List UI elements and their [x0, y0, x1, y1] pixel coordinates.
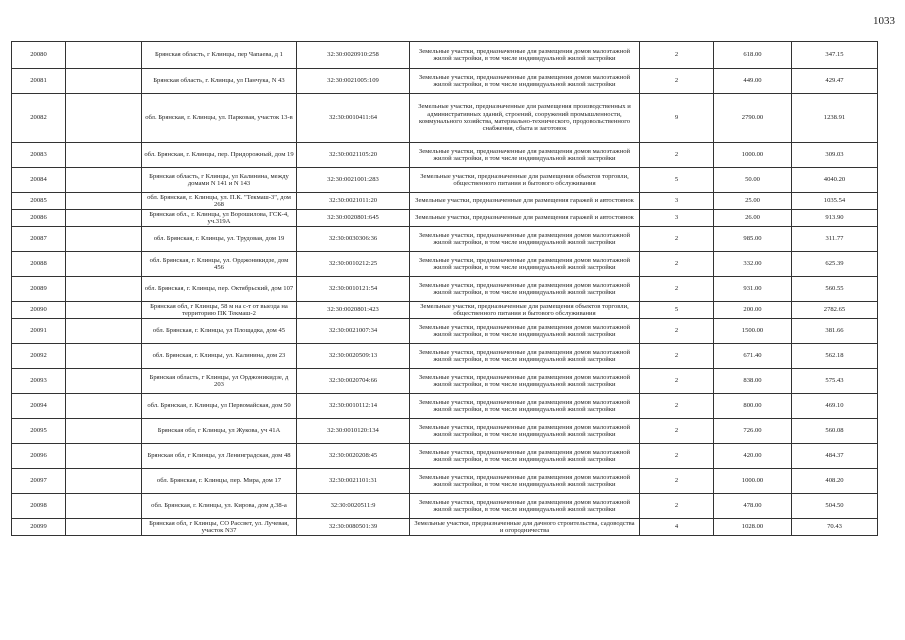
row-number: 20082	[12, 94, 66, 143]
group-cell: 2	[640, 277, 714, 302]
row-number: 20087	[12, 227, 66, 252]
rate-cell: 429.47	[792, 69, 878, 94]
address-cell: Брянская обл, г Клинцы, СО Рассвет, ул. Лучевая, участок N37	[142, 519, 297, 536]
blank-cell	[66, 193, 142, 210]
blank-cell	[66, 143, 142, 168]
rate-cell: 381.66	[792, 319, 878, 344]
group-cell: 2	[640, 419, 714, 444]
rate-cell: 560.55	[792, 277, 878, 302]
land-use-cell: Земельные участки, предназначенные для размещения домов малоэтажной жилой застройки, в том числе индивидуальной жилой застройки	[410, 252, 640, 277]
blank-cell	[66, 394, 142, 419]
group-cell: 2	[640, 494, 714, 519]
group-cell: 2	[640, 469, 714, 494]
table-row	[12, 143, 878, 168]
area-cell: 449.00	[714, 69, 792, 94]
rate-cell: 408.20	[792, 469, 878, 494]
address-cell: обл. Брянская, г. Клинцы, ул. Кирова, дом д.38-а	[142, 494, 297, 519]
cadastral-number-cell: 32:30:0020511:9	[297, 494, 410, 519]
blank-cell	[66, 519, 142, 536]
blank-cell	[66, 168, 142, 193]
group-cell: 2	[640, 227, 714, 252]
row-number: 20086	[12, 210, 66, 227]
area-cell: 1000.00	[714, 143, 792, 168]
group-cell: 2	[640, 444, 714, 469]
table-row	[12, 469, 878, 494]
area-cell: 985.00	[714, 227, 792, 252]
cadastral-number-cell: 32:30:0021011:20	[297, 193, 410, 210]
blank-cell	[66, 444, 142, 469]
table-row	[12, 319, 878, 344]
land-use-cell: Земельные участки, предназначенные для размещения объектов торговли, общественного питания и бытового обслуживания	[410, 302, 640, 319]
cadastral-number-cell: 32:30:0010212:25	[297, 252, 410, 277]
blank-cell	[66, 494, 142, 519]
row-number: 20085	[12, 193, 66, 210]
rate-cell: 309.03	[792, 143, 878, 168]
table-row	[12, 444, 878, 469]
table-row	[12, 227, 878, 252]
cadastral-number-cell: 32:30:0021001:283	[297, 168, 410, 193]
group-cell: 2	[640, 369, 714, 394]
land-use-cell: Земельные участки, предназначенные для размещения домов малоэтажной жилой застройки, в том числе индивидуальной жилой застройки	[410, 369, 640, 394]
table-row	[12, 419, 878, 444]
group-cell: 3	[640, 193, 714, 210]
area-cell: 838.00	[714, 369, 792, 394]
cadastral-number-cell: 32:30:0021105:20	[297, 143, 410, 168]
cadastral-number-cell: 32:30:0020801:645	[297, 210, 410, 227]
rate-cell: 469.10	[792, 394, 878, 419]
group-cell: 2	[640, 42, 714, 69]
cadastral-number-cell: 32:30:0020801:423	[297, 302, 410, 319]
land-use-cell: Земельные участки, предназначенные для размещения домов малоэтажной жилой застройки, в том числе индивидуальной жилой застройки	[410, 143, 640, 168]
area-cell: 420.00	[714, 444, 792, 469]
row-number: 20088	[12, 252, 66, 277]
address-cell: обл. Брянская, г. Клинцы, ул Первомайская, дом 50	[142, 394, 297, 419]
rate-cell: 4040.20	[792, 168, 878, 193]
row-number: 20091	[12, 319, 66, 344]
area-cell: 931.00	[714, 277, 792, 302]
area-cell: 50.00	[714, 168, 792, 193]
row-number: 20098	[12, 494, 66, 519]
row-number: 20093	[12, 369, 66, 394]
area-cell: 26.00	[714, 210, 792, 227]
rate-cell: 560.08	[792, 419, 878, 444]
group-cell: 9	[640, 94, 714, 143]
land-use-cell: Земельные участки, предназначенные для размещения производственных и административных зданий, строений, сооружений промышленности, коммунального хозяйства, материально-технического, продовольственного снабжения, сбыта и заготовок	[410, 94, 640, 143]
land-use-cell: Земельные участки, предназначенные для размещения домов малоэтажной жилой застройки, в том числе индивидуальной жилой застройки	[410, 444, 640, 469]
table-row	[12, 168, 878, 193]
table-row	[12, 277, 878, 302]
blank-cell	[66, 319, 142, 344]
row-number: 20095	[12, 419, 66, 444]
address-cell: Брянская обл., г. Клинцы, ул Ворошилова, ГСК-4, уч.319А	[142, 210, 297, 227]
group-cell: 3	[640, 210, 714, 227]
blank-cell	[66, 210, 142, 227]
land-use-cell: Земельные участки, предназначенные для размещения домов малоэтажной жилой застройки, в том числе индивидуальной жилой застройки	[410, 277, 640, 302]
address-cell: Брянская область, г Клинцы, ул Орджоникидзе, д 203	[142, 369, 297, 394]
address-cell: Брянская обл, г Клинцы, ул Жукова, уч 41А	[142, 419, 297, 444]
group-cell: 2	[640, 69, 714, 94]
area-cell: 200.00	[714, 302, 792, 319]
group-cell: 2	[640, 394, 714, 419]
blank-cell	[66, 69, 142, 94]
table-row	[12, 394, 878, 419]
rate-cell: 2782.65	[792, 302, 878, 319]
address-cell: обл. Брянская, г. Клинцы, ул. Трудовая, дом 19	[142, 227, 297, 252]
area-cell: 1028.00	[714, 519, 792, 536]
cadastral-number-cell: 32:30:0010112:14	[297, 394, 410, 419]
registry-rows	[12, 42, 878, 536]
address-cell: обл. Брянская, г. Клинцы, пер. Октябрьский, дом 107	[142, 277, 297, 302]
address-cell: Брянская обл, г Клинцы, ул Ленинградская, дом 48	[142, 444, 297, 469]
row-number: 20084	[12, 168, 66, 193]
table-row	[12, 94, 878, 143]
area-cell: 726.00	[714, 419, 792, 444]
table-row	[12, 494, 878, 519]
blank-cell	[66, 344, 142, 369]
blank-cell	[66, 419, 142, 444]
area-cell: 1500.00	[714, 319, 792, 344]
table-row	[12, 302, 878, 319]
table-row	[12, 252, 878, 277]
group-cell: 2	[640, 143, 714, 168]
address-cell: Брянская область, г Клинцы, ул Калинина, между домами N 141 и N 143	[142, 168, 297, 193]
land-use-cell: Земельные участки, предназначенные для размещения домов малоэтажной жилой застройки, в том числе индивидуальной жилой застройки	[410, 394, 640, 419]
area-cell: 1000.00	[714, 469, 792, 494]
rate-cell: 562.18	[792, 344, 878, 369]
address-cell: обл. Брянская, г. Клинцы, ул Площадка, дом 45	[142, 319, 297, 344]
table-row	[12, 210, 878, 227]
cadastral-number-cell: 32:30:0010121:54	[297, 277, 410, 302]
blank-cell	[66, 302, 142, 319]
cadastral-number-cell: 32:30:0010120:134	[297, 419, 410, 444]
group-cell: 5	[640, 302, 714, 319]
rate-cell: 625.39	[792, 252, 878, 277]
table-row	[12, 369, 878, 394]
land-use-cell: Земельные участки, предназначенные для размещения домов малоэтажной жилой застройки, в том числе индивидуальной жилой застройки	[410, 469, 640, 494]
rate-cell: 575.43	[792, 369, 878, 394]
land-use-cell: Земельные участки, предназначенные для размещения домов малоэтажной жилой застройки, в том числе индивидуальной жилой застройки	[410, 227, 640, 252]
rate-cell: 1238.91	[792, 94, 878, 143]
rate-cell: 70.43	[792, 519, 878, 536]
row-number: 20097	[12, 469, 66, 494]
land-use-cell: Земельные участки, предназначенные для размещения гаражей и автостоянок	[410, 210, 640, 227]
blank-cell	[66, 227, 142, 252]
address-cell: обл. Брянская, г. Клинцы, пер. Придорожный, дом 19	[142, 143, 297, 168]
table-row	[12, 193, 878, 210]
row-number: 20099	[12, 519, 66, 536]
blank-cell	[66, 94, 142, 143]
address-cell: Брянская обл, г Клинцы, 58 м на с-т от выезда на территорию ПК Текмаш-2	[142, 302, 297, 319]
table-row	[12, 69, 878, 94]
row-number: 20094	[12, 394, 66, 419]
address-cell: обл. Брянская, г. Клинцы, ул. Орджоникидзе, дом 456	[142, 252, 297, 277]
land-use-cell: Земельные участки, предназначенные для размещения домов малоэтажной жилой застройки, в том числе индивидуальной жилой застройки	[410, 42, 640, 69]
address-cell: обл. Брянская, г. Клинцы, ул. П.К. "Текмаш-3", дом 268	[142, 193, 297, 210]
row-number: 20096	[12, 444, 66, 469]
table-row	[12, 344, 878, 369]
cadastral-number-cell: 32:30:0021007:34	[297, 319, 410, 344]
cadastral-number-cell: 32:30:0030306:36	[297, 227, 410, 252]
rate-cell: 504.50	[792, 494, 878, 519]
row-number: 20080	[12, 42, 66, 69]
group-cell: 2	[640, 319, 714, 344]
row-number: 20090	[12, 302, 66, 319]
group-cell: 5	[640, 168, 714, 193]
rate-cell: 347.15	[792, 42, 878, 69]
row-number: 20092	[12, 344, 66, 369]
area-cell: 332.00	[714, 252, 792, 277]
row-number: 20089	[12, 277, 66, 302]
area-cell: 478.00	[714, 494, 792, 519]
group-cell: 4	[640, 519, 714, 536]
cadastral-number-cell: 32:30:0080501:39	[297, 519, 410, 536]
rate-cell: 1035.54	[792, 193, 878, 210]
address-cell: обл. Брянская, г. Клинцы, ул. Калинина, дом 23	[142, 344, 297, 369]
cadastral-number-cell: 32:30:0020208:45	[297, 444, 410, 469]
blank-cell	[66, 252, 142, 277]
cadastral-number-cell: 32:30:0021005:109	[297, 69, 410, 94]
address-cell: обл. Брянская, г. Клинцы, ул. Парковая, участок 13-в	[142, 94, 297, 143]
group-cell: 2	[640, 344, 714, 369]
blank-cell	[66, 469, 142, 494]
area-cell: 671.40	[714, 344, 792, 369]
land-use-cell: Земельные участки, предназначенные для размещения гаражей и автостоянок	[410, 193, 640, 210]
land-use-cell: Земельные участки, предназначенные для размещения домов малоэтажной жилой застройки, в том числе индивидуальной жилой застройки	[410, 494, 640, 519]
rate-cell: 484.37	[792, 444, 878, 469]
cadastral-number-cell: 32:30:0021101:31	[297, 469, 410, 494]
blank-cell	[66, 277, 142, 302]
land-use-cell: Земельные участки, предназначенные для размещения домов малоэтажной жилой застройки, в том числе индивидуальной жилой застройки	[410, 319, 640, 344]
cadastral-number-cell: 32:30:0020509:13	[297, 344, 410, 369]
land-use-cell: Земельные участки, предназначенные для размещения объектов торговли, общественного питания и бытового обслуживания	[410, 168, 640, 193]
land-use-cell: Земельные участки, предназначенные для размещения домов малоэтажной жилой застройки, в том числе индивидуальной жилой застройки	[410, 69, 640, 94]
row-number: 20081	[12, 69, 66, 94]
land-use-cell: Земельные участки, предназначенные для размещения домов малоэтажной жилой застройки, в том числе индивидуальной жилой застройки	[410, 419, 640, 444]
cadastral-number-cell: 32:30:0010411:64	[297, 94, 410, 143]
area-cell: 618.00	[714, 42, 792, 69]
address-cell: обл. Брянская, г. Клинцы, пер. Мира, дом 17	[142, 469, 297, 494]
area-cell: 25.00	[714, 193, 792, 210]
table-row	[12, 42, 878, 69]
cadastral-number-cell: 32:30:0020704:66	[297, 369, 410, 394]
registry-table	[11, 41, 878, 536]
area-cell: 800.00	[714, 394, 792, 419]
address-cell: Брянская область, г Клинцы, пер Чапаева, д 1	[142, 42, 297, 69]
group-cell: 2	[640, 252, 714, 277]
table-row	[12, 519, 878, 536]
rate-cell: 913.90	[792, 210, 878, 227]
area-cell: 2790.00	[714, 94, 792, 143]
blank-cell	[66, 42, 142, 69]
blank-cell	[66, 369, 142, 394]
address-cell: Брянская область, г. Клинцы, ул Панчука, N 43	[142, 69, 297, 94]
row-number: 20083	[12, 143, 66, 168]
page-number: 1033	[873, 15, 895, 27]
land-use-cell: Земельные участки, предназначенные для дачного строительства, садоводства и огородничества	[410, 519, 640, 536]
rate-cell: 311.77	[792, 227, 878, 252]
land-use-cell: Земельные участки, предназначенные для размещения домов малоэтажной жилой застройки, в том числе индивидуальной жилой застройки	[410, 344, 640, 369]
cadastral-number-cell: 32:30:0020910:258	[297, 42, 410, 69]
